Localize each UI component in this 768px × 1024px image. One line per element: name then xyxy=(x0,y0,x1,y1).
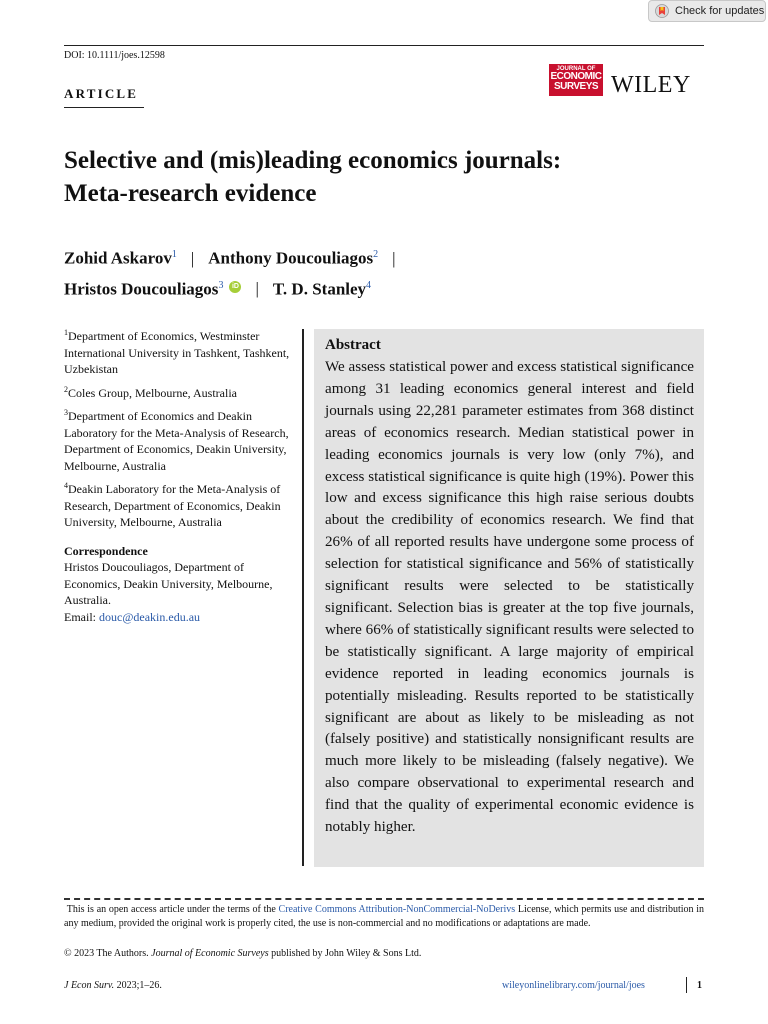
license-note xyxy=(64,903,704,932)
citation-journal: J Econ Surv. xyxy=(64,980,115,991)
author-separator: | xyxy=(190,248,195,268)
affiliation-text: Department of Economics and Deakin Laboratory for the Meta-Analysis of Research, Department of Economics, Deakin University, Melbourne, Australia xyxy=(64,409,289,473)
orcid-icon[interactable] xyxy=(229,281,241,293)
affiliation-item xyxy=(64,382,290,402)
page-number-rule xyxy=(686,977,687,993)
publisher-logo: WILEY xyxy=(611,72,691,98)
affiliation-item xyxy=(64,325,290,378)
citation-line xyxy=(64,980,162,991)
affiliation-item xyxy=(64,405,290,474)
journal-logo-line2: ECONOMIC xyxy=(550,71,602,82)
citation-rest: 2023;1–26. xyxy=(114,980,162,991)
abstract-box xyxy=(314,329,704,867)
correspondence-email-line xyxy=(64,609,290,626)
paper-title xyxy=(64,144,704,210)
title-line-2: Meta-research evidence xyxy=(64,180,317,207)
license-text-pre: This is an open access article under the terms of the xyxy=(66,904,279,915)
affiliation-text: Coles Group, Melbourne, Australia xyxy=(68,385,237,400)
affiliation-number: 2 xyxy=(64,384,68,394)
license-link[interactable]: Creative Commons Attribution-NonCommercial-NoDerivs xyxy=(278,904,516,915)
author-affiliation-sup[interactable]: 1 xyxy=(171,249,177,260)
affiliations-column xyxy=(64,325,290,625)
copyright-journal: Journal of Economic Surveys xyxy=(151,948,269,959)
article-type-rule xyxy=(64,107,144,108)
abstract-heading: Abstract xyxy=(325,337,381,353)
journal-logo-line3: SURVEYS xyxy=(553,81,599,92)
title-line-1: Selective and (mis)leading economics journals: xyxy=(64,147,562,174)
author-list xyxy=(64,241,704,302)
author-affiliation-sup[interactable]: 3 xyxy=(218,279,224,291)
author-separator: | xyxy=(255,279,259,299)
author-name[interactable]: Anthony Doucouliagos xyxy=(208,248,374,268)
affiliation-number: 3 xyxy=(64,408,68,417)
article-type-label: ARTICLE xyxy=(64,86,139,101)
check-updates-icon xyxy=(655,4,669,18)
correspondence-text: Hristos Doucouliagos, Department of Economics, Deakin University, Melbourne, Australia. xyxy=(64,560,273,607)
affiliation-number: 1 xyxy=(64,328,68,337)
author-name[interactable]: T. D. Stanley xyxy=(272,279,367,299)
affiliation-item xyxy=(64,478,290,531)
abstract-text: We assess statistical power and excess statistical significance among 31 leading economics general interest and field journals using 22,281 parameter estimates from 368 distinct areas of economics research. Median statistical power in leading economics journals is very low (only 7%), and excess statistical significance is quite high (19%). Power this low and excess significance this high raise serious doubts about the credibility of economics research. We find that 26% of all reported results have undergone some process of selection for statistical significance and 56% of statistically significant results were selected to be statistically significant. Selection bias is greater at the top five journals, where 66% of statistically significant results were selected to be statistically significant. A large majority of empirical evidence reported in leading economics journals is potentially misleading. Results reported to be statistically significant are about as likely to be misleading as not (falsely positive) and statistically nonsignificant results are much more likely to be misleading (falsely negative). We also compare observational to experimental research and find that the quality of experimental economic evidence is notably higher. xyxy=(325,359,694,836)
author-name[interactable]: Zohid Askarov xyxy=(64,248,172,268)
page-number: 1 xyxy=(697,980,702,991)
copyright-post: published by John Wiley & Sons Ltd. xyxy=(268,948,422,959)
affiliation-text: Department of Economics, Westminster International University in Tashkent, Tashkent, Uzbekistan xyxy=(64,329,290,376)
license-text-post: License, which permits use and distribution in any medium, provided the original work is properly cited, the use is non-commercial and no modifications or adaptations are made. xyxy=(64,904,705,930)
correspondence-heading: Correspondence xyxy=(64,543,148,558)
doi: DOI: 10.1111/joes.12598 xyxy=(64,50,165,61)
copyright-pre: © 2023 The Authors. xyxy=(64,948,152,959)
email-label: Email: xyxy=(64,609,99,624)
journal-logo xyxy=(549,64,603,96)
check-updates-label: Check for updates xyxy=(675,5,765,17)
author-name[interactable]: Hristos Doucouliagos xyxy=(64,279,219,299)
affiliation-text: Deakin Laboratory for the Meta-Analysis of Research, Department of Economics, Deakin University, Melbourne, Australia xyxy=(64,482,281,529)
email-link[interactable]: douc@deakin.edu.au xyxy=(99,609,201,624)
header-rule xyxy=(64,45,704,46)
journal-url-link[interactable]: wileyonlinelibrary.com/journal/joes xyxy=(502,980,645,991)
footer-dashed-rule xyxy=(64,898,704,900)
author-separator: | xyxy=(392,248,396,268)
column-divider xyxy=(302,329,304,866)
author-affiliation-sup[interactable]: 2 xyxy=(373,249,379,260)
affiliation-number: 4 xyxy=(64,481,68,490)
journal-logo-line1: JOURNAL OF xyxy=(556,66,596,72)
author-affiliation-sup[interactable]: 4 xyxy=(366,279,372,291)
check-for-updates-button[interactable] xyxy=(648,0,766,22)
copyright-line xyxy=(64,947,421,961)
